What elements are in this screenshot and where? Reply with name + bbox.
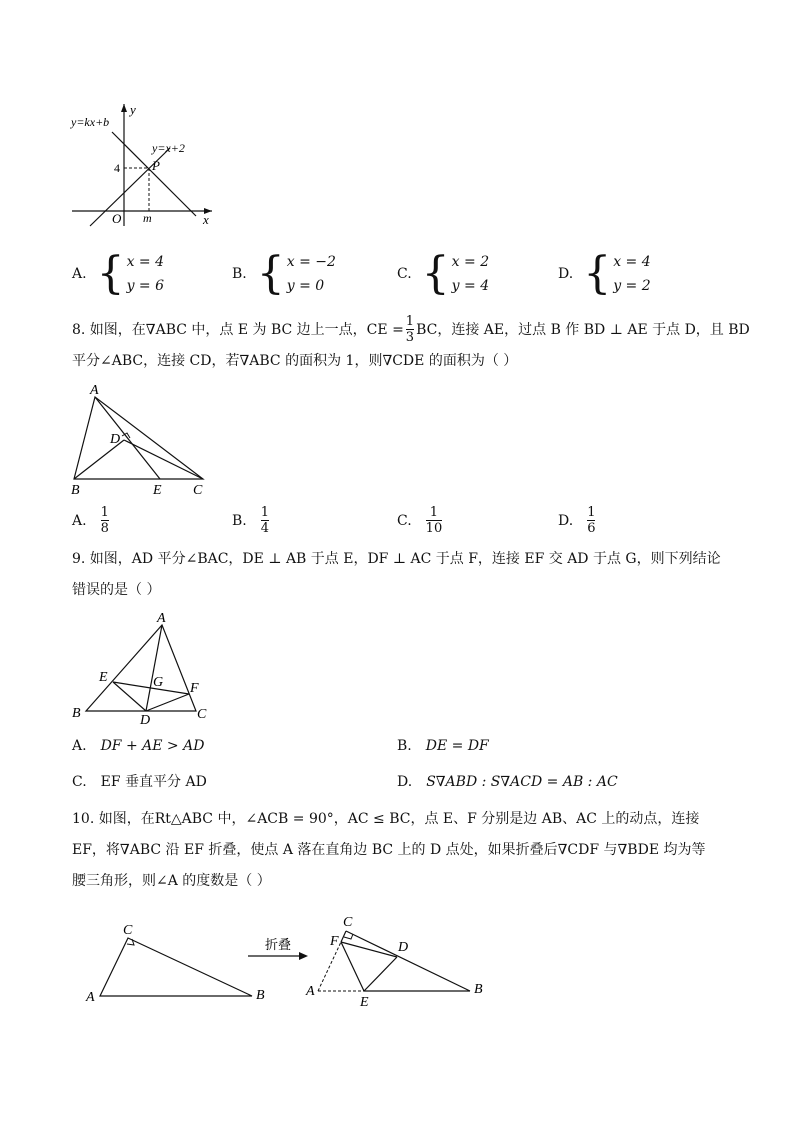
q9-option-d[interactable]	[397, 772, 618, 792]
option-letter: C.	[72, 774, 87, 790]
q10-stem-line3: 腰三角形，则∠A 的度数是（ ）	[72, 873, 271, 889]
eq-row: x = 2	[451, 254, 490, 270]
q9-option-b[interactable]	[397, 736, 489, 756]
eq-row: y = 6	[126, 278, 165, 294]
q8-text-b: BC，连接 AE，过点 B 作 BD ⊥ AE 于点 D，且 BD	[416, 321, 750, 338]
option-text: S∇ABD : S∇ACD = AB : AC	[426, 774, 618, 790]
option-letter: C.	[397, 512, 412, 529]
label-a: A	[306, 984, 315, 999]
label-a: A	[157, 611, 166, 626]
option-text: EF 垂直平分 AD	[100, 774, 207, 790]
option-text: DF + AE > AD	[100, 738, 205, 754]
q7-option-b[interactable]	[232, 250, 336, 298]
frac-den: 8	[100, 521, 109, 536]
label-e: E	[153, 483, 162, 498]
q9-option-a[interactable]	[72, 736, 204, 756]
q7-option-d[interactable]	[558, 250, 651, 298]
y-axis-label: y	[130, 102, 136, 117]
q9-stem-line2: 错误的是（ ）	[72, 582, 161, 598]
eq-row: y = 4	[451, 278, 490, 294]
q7-option-a[interactable]	[72, 250, 164, 298]
line1-label: y=kx+b	[71, 115, 110, 129]
label-g: G	[153, 675, 164, 690]
q10-stem-line1: 10. 如图，在Rt△ABC 中，∠ACB = 90°，AC ≤ BC，点 E、F 分别是边 AB、AC 上的动点，连接	[72, 811, 700, 827]
label-c: C	[343, 915, 353, 930]
option-text: DE = DF	[425, 738, 489, 754]
frac-den: 4	[260, 521, 270, 536]
segment-de	[364, 957, 397, 991]
q8-figure	[66, 378, 216, 498]
frac-num: 1	[429, 505, 439, 520]
segment-af-dashed	[318, 942, 341, 991]
q8-text-a: 8. 如图，在∇ABC 中，点 E 为 BC 边上一点，CE =	[72, 321, 404, 338]
option-letter: D.	[558, 512, 574, 529]
label-d: D	[140, 713, 151, 728]
segment-cf	[341, 931, 346, 942]
eq-row: x = 4	[613, 254, 651, 270]
segment-ad	[146, 625, 162, 711]
triangle-abc	[74, 397, 203, 479]
eq-row: y = 2	[613, 278, 651, 294]
q9-stem-line1: 9. 如图，AD 平分∠BAC，DE ⊥ AB 于点 E，DF ⊥ AC 于点 F，连接 EF 交 AD 于点 G，则下列结论	[72, 551, 721, 567]
tick-m-label: m	[143, 211, 152, 225]
segment-ae	[95, 397, 160, 479]
label-c: C	[197, 707, 207, 722]
q7-option-c[interactable]	[397, 250, 489, 298]
tick-4-label: 4	[114, 161, 120, 175]
brace-icon: {	[583, 248, 612, 299]
eq-row: x = 4	[126, 254, 164, 270]
option-fraction	[101, 505, 109, 536]
option-letter: A.	[72, 266, 87, 282]
option-fraction	[426, 505, 443, 536]
option-letter: C.	[397, 266, 412, 282]
q8-stem-line2: 平分∠ABC，连接 CD，若∇ABC 的面积为 1，则∇CDE 的面积为（ ）	[72, 353, 518, 369]
y-axis-arrow	[121, 104, 127, 112]
label-e: E	[360, 995, 369, 1010]
eq-row: x = −2	[286, 254, 336, 270]
label-b: B	[71, 483, 80, 498]
label-b: B	[72, 706, 81, 721]
option-letter: D.	[558, 266, 574, 282]
eq-row: y = 0	[286, 278, 325, 294]
q9-option-c[interactable]	[72, 772, 207, 792]
frac-num: 1	[405, 314, 415, 329]
frac-num: 1	[100, 505, 109, 520]
line2-label: y=x+2	[152, 141, 185, 155]
fold-label: 折叠	[265, 937, 292, 952]
option-fraction	[587, 505, 595, 536]
q8-option-d[interactable]	[558, 505, 595, 536]
label-a: A	[86, 990, 95, 1005]
frac-den: 6	[587, 521, 596, 536]
x-axis-label: x	[203, 212, 209, 227]
q9-figure	[66, 604, 216, 730]
brace-icon: {	[421, 248, 450, 299]
option-letter: A.	[72, 512, 87, 529]
label-c: C	[123, 923, 133, 938]
label-d: D	[398, 940, 409, 955]
label-e: E	[99, 670, 108, 685]
segment-fe	[341, 942, 364, 991]
right-angle-mark-2	[344, 934, 353, 939]
segment-fd	[341, 942, 397, 957]
arrow-head-icon	[299, 952, 308, 960]
option-letter: B.	[232, 266, 247, 282]
q7-graph	[65, 98, 225, 228]
brace-icon: {	[256, 248, 285, 299]
point-p-label: P	[152, 158, 160, 173]
option-letter: B.	[232, 512, 247, 529]
option-fraction	[261, 505, 269, 536]
segment-df	[146, 694, 189, 711]
label-f: F	[330, 934, 339, 949]
label-b: B	[256, 988, 265, 1003]
origin-label: O	[112, 211, 122, 226]
q8-stem-line1	[72, 314, 750, 345]
option-letter: B.	[397, 738, 412, 754]
frac-den: 3	[405, 330, 415, 345]
fraction-one-third	[406, 314, 414, 345]
label-d: D	[110, 432, 121, 447]
q8-option-b[interactable]	[232, 505, 269, 536]
label-b: B	[474, 982, 483, 997]
q8-option-a[interactable]	[72, 505, 109, 536]
q10-stem-line2: EF，将∇ABC 沿 EF 折叠，使点 A 落在直角边 BC 上的 D 点处，如果折叠后∇CDF 与∇BDE 均为等	[72, 842, 706, 858]
brace-icon: {	[96, 248, 125, 299]
option-letter: A.	[72, 738, 87, 754]
label-f: F	[190, 681, 199, 696]
frac-den: 10	[425, 521, 443, 536]
segment-dc	[124, 440, 203, 479]
label-c: C	[193, 483, 203, 498]
label-a: A	[90, 383, 99, 398]
frac-num: 1	[260, 505, 270, 520]
option-letter: D.	[397, 774, 413, 790]
q8-option-c[interactable]	[397, 505, 442, 536]
frac-num: 1	[587, 505, 596, 520]
triangle-abc-original	[100, 938, 252, 996]
q10-figure	[80, 910, 500, 1015]
